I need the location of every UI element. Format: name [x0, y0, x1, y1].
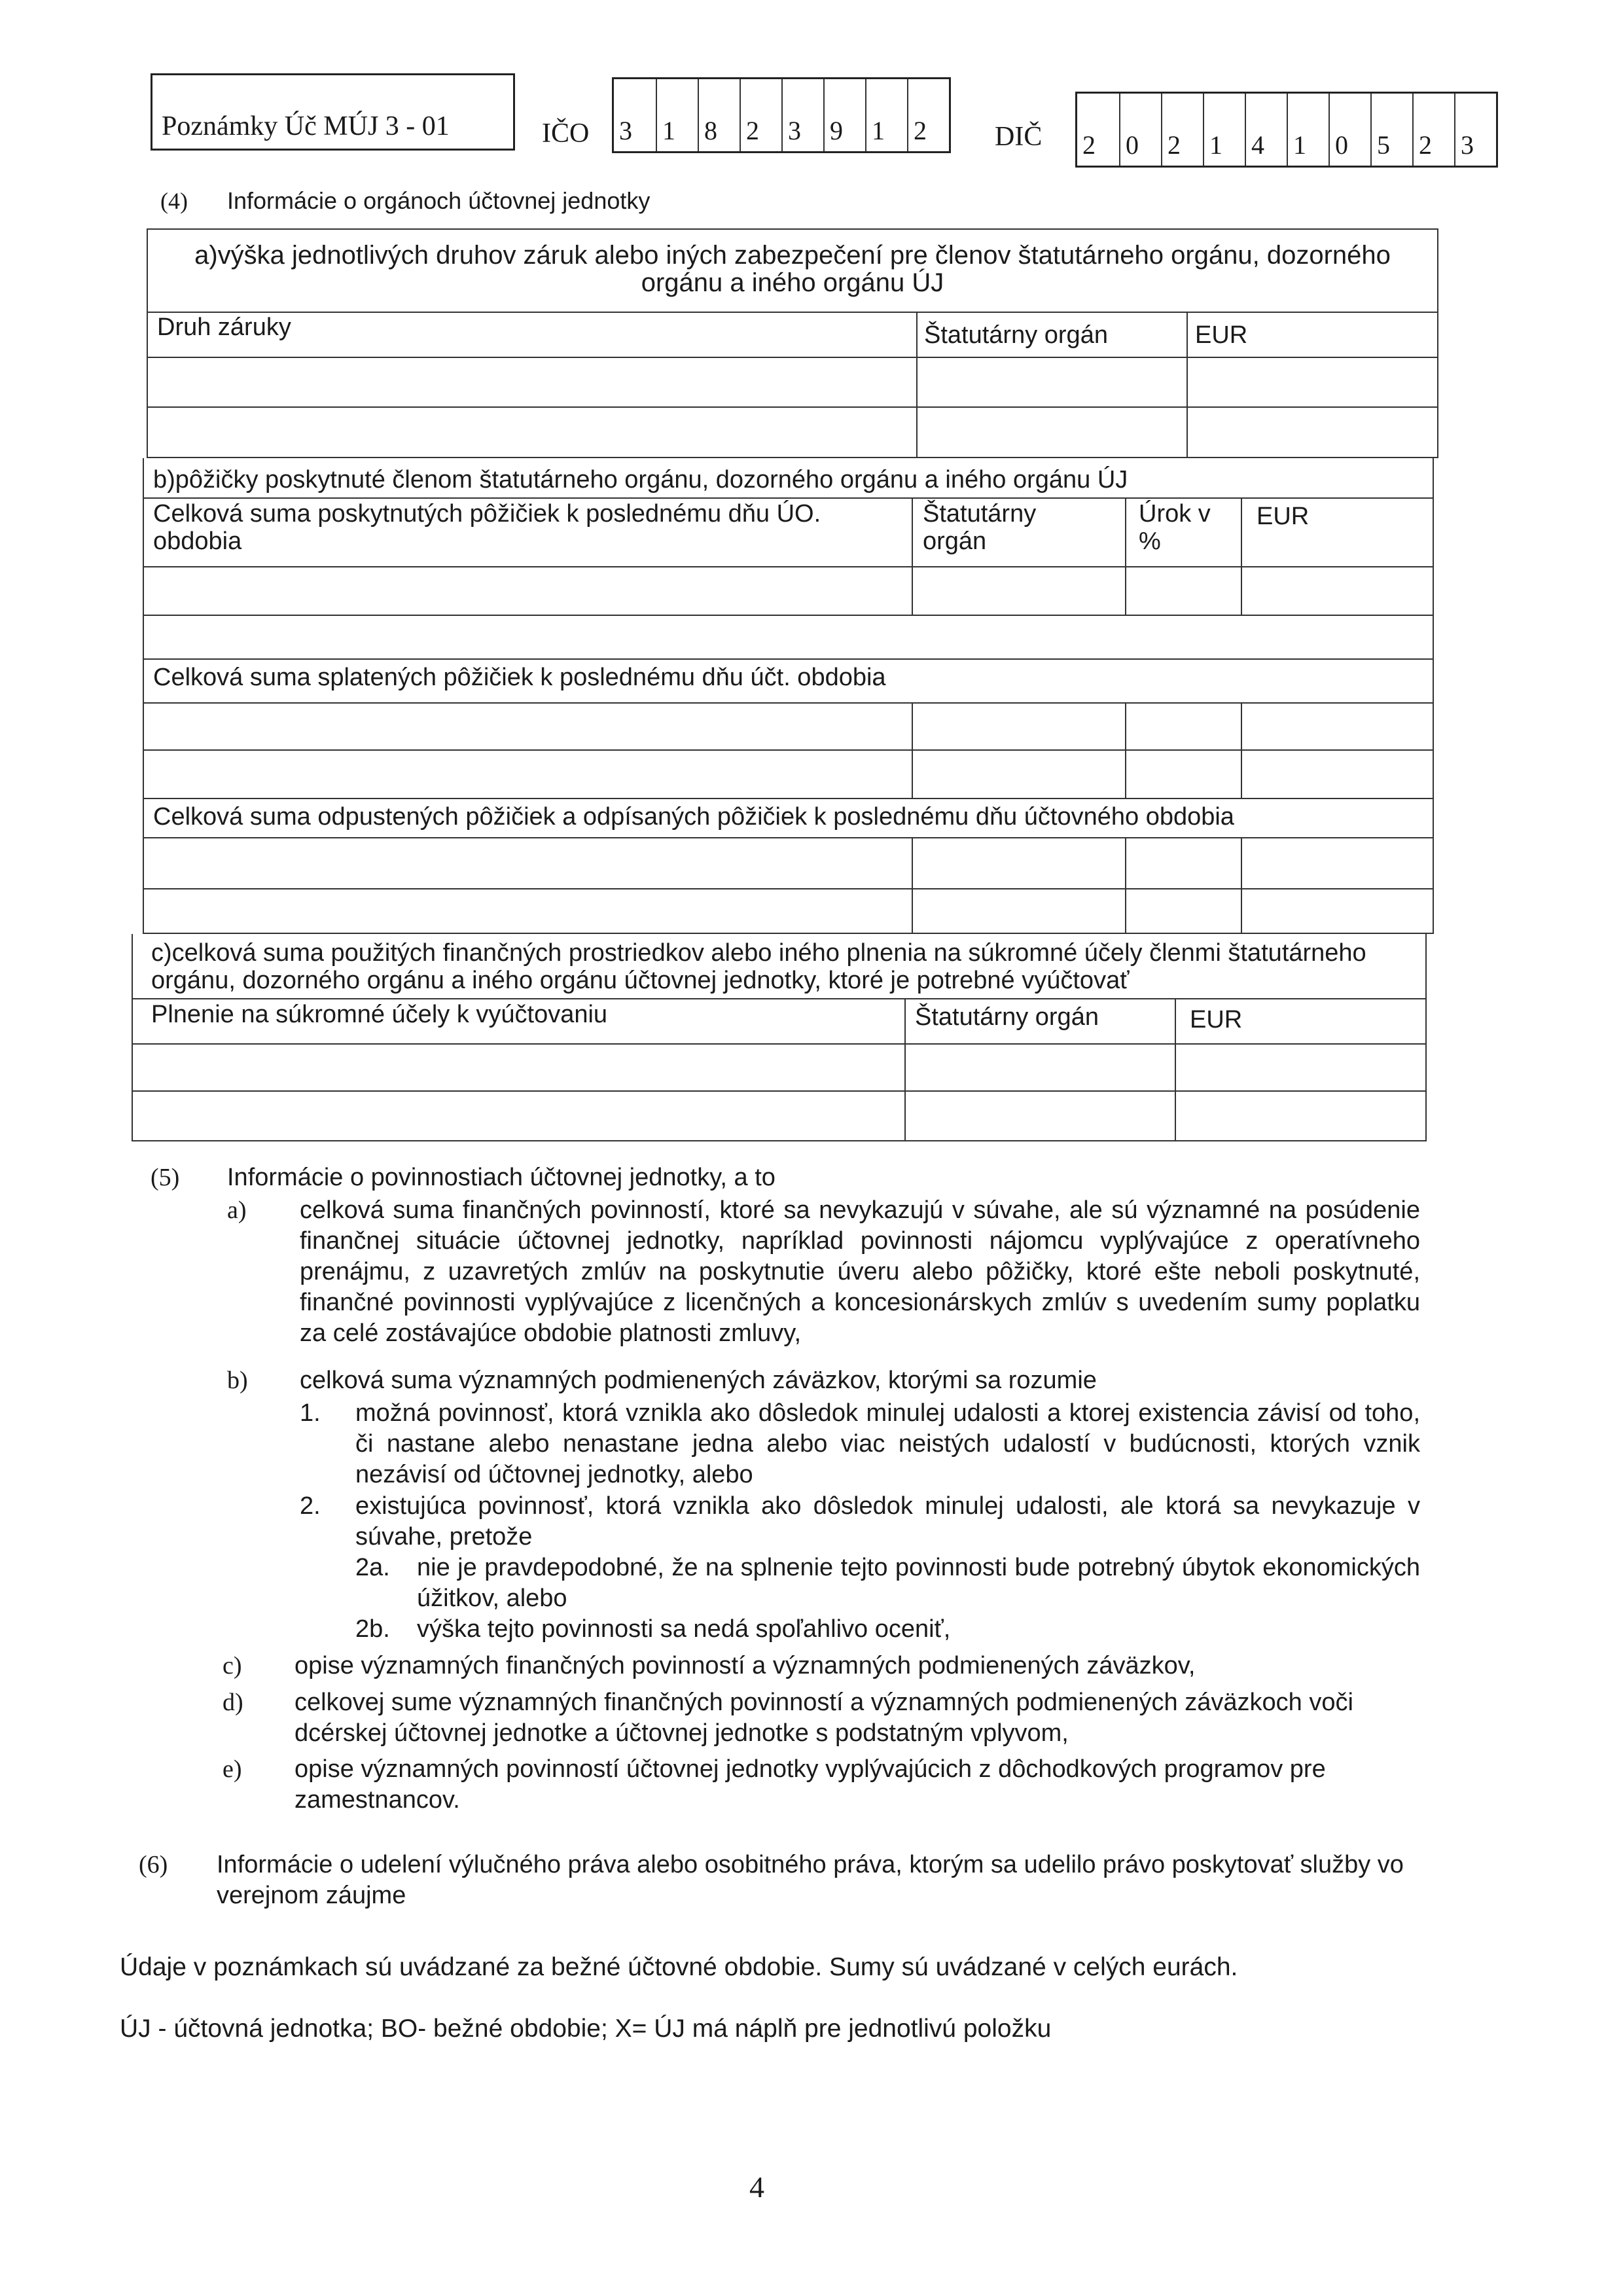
col-guarantee-type: Druh záruky [157, 314, 291, 341]
digit-cell: 3 [1454, 94, 1496, 166]
col-statutory-body: Štatutárny orgán [924, 321, 1108, 349]
section4-number: (4) [160, 188, 188, 214]
footer-note-1: Údaje v poznámkach sú uvádzané za bežné účtovné obdobie. Sumy sú uvádzané v celých eurách. [120, 1953, 1238, 1981]
footer-note-2: ÚJ - účtovná jednotka; BO- bežné obdobie; X= ÚJ má náplň pre jednotlivú položku [120, 2015, 1052, 2043]
section5-item-b2: existujúca povinnosť, ktorá vznikla ako dôsledok minulej udalosti, ale ktorá sa nevykazuje v súvahe, pretože [355, 1492, 1420, 1551]
col-statutory-body: Štatutárny orgán [923, 500, 1037, 555]
page-number: 4 [749, 2170, 764, 2204]
row-forgiven-loans: Celková suma odpustených pôžičiek a odpísaných pôžičiek k poslednému dňu účtovného obdobia [153, 803, 1234, 831]
digit-cell: 4 [1245, 94, 1287, 166]
col-statutory-body: Štatutárny orgán [915, 1003, 1099, 1031]
digit-cell: 0 [1329, 94, 1370, 166]
ico-digits [612, 77, 951, 153]
item-label: e) [223, 1755, 242, 1783]
item-label: a) [227, 1196, 247, 1224]
section5-item-b2a: nie je pravdepodobné, že na splnenie tejto povinnosti bude potrebný úbytok ekonomických úžitkov, alebo [417, 1554, 1420, 1612]
form-label: Poznámky Úč MÚJ 3 - 01 [151, 73, 515, 151]
dic-digits [1075, 92, 1498, 168]
section5-item-c: opise významných finančných povinností a významných podmienených záväzkov, [294, 1652, 1196, 1679]
section6-text: Informácie o udelení výlučného práva alebo osobitného práva, ktorým sa udelilo právo poskytovať služby vo verejnom záujme [217, 1851, 1404, 1909]
table-loans [143, 458, 1434, 934]
section5-item-b2b: výška tejto povinnosti sa nedá spoľahlivo oceniť, [417, 1615, 951, 1643]
digit-cell: 2 [1412, 94, 1454, 166]
digit-cell: 0 [1119, 94, 1161, 166]
col-private-use: Plnenie na súkromné účely k vyúčtovaniu [151, 1001, 608, 1028]
digit-cell: 8 [698, 79, 740, 151]
item-label: c) [223, 1652, 242, 1679]
digit-cell: 2 [1161, 94, 1203, 166]
section5-item-b1: možná povinnosť, ktorá vznikla ako dôsledok minulej udalosti a ktorej existencia závisí od toho, či nastane alebo nenastane jedna alebo viac neistých udalostí v budúcnosti, ktorých vznik nezávisí od účtovnej jednotky, alebo [355, 1399, 1420, 1488]
item-label: 2b. [355, 1615, 390, 1643]
table-b-title: b)pôžičky poskytnuté členom štatutárneho orgánu, dozorného orgánu a iného orgánu ÚJ [153, 466, 1128, 493]
section5-title: Informácie o povinnostiach účtovnej jednotky, a to [227, 1164, 776, 1191]
digit-cell: 5 [1370, 94, 1412, 166]
digit-cell: 1 [1203, 94, 1245, 166]
col-eur: EUR [1257, 503, 1310, 530]
digit-cell: 9 [823, 79, 865, 151]
row-repaid-loans: Celková suma splatených pôžičiek k poslednému dňu účt. obdobia [153, 664, 886, 691]
digit-cell: 2 [1082, 130, 1096, 160]
digit-cell: 1 [656, 79, 698, 151]
item-label: b) [227, 1367, 248, 1394]
item-label: 2. [300, 1492, 321, 1520]
digit-cell: 3 [619, 116, 632, 145]
item-label: d) [223, 1689, 243, 1716]
section5-item-d: celkovej sume významných finančných povinností a významných podmienených záväzkoch voči dcérskej účtovnej jednotke a účtovnej jednotke s podstatným vplyvom, [294, 1689, 1353, 1747]
col-eur: EUR [1190, 1006, 1243, 1033]
digit-cell: 2 [740, 79, 781, 151]
ico-label: IČO [542, 118, 590, 149]
section5-item-a: celková suma finančných povinností, ktoré sa nevykazujú v súvahe, ale sú významné na posúdenie finančnej situácie účtovnej jednotky, napríklad povinnosti nájomcu vyplývajúce z operatívneho prenájmu, z uzavretých zmlúv na poskytnutie úveru alebo pôžičky, ktoré ešte neboli poskytnuté, finančné povinnosti vyplývajúce z licenčných a koncesionárskych zmlúv s uvedením sumy poplatku za celé zostávajúce obdobie platnosti zmluvy, [300, 1196, 1420, 1347]
section5-number: (5) [151, 1164, 180, 1191]
section4-title: Informácie o orgánoch účtovnej jednotky [226, 187, 651, 214]
digit-cell: 1 [865, 79, 907, 151]
col-interest: Úrok v % [1139, 500, 1211, 555]
item-label: 2a. [355, 1554, 390, 1581]
table-guarantees [147, 228, 1438, 458]
col-loans-total: Celková suma poskytnutých pôžičiek k poslednému dňu ÚO. obdobia [153, 500, 821, 555]
digit-cell: 2 [907, 79, 949, 151]
table-c-title: c)celková suma použitých finančných prostriedkov alebo iného plnenia na súkromné účely členmi štatutárneho orgánu, dozorného orgánu a iného orgánu účtovnej jednotky, ktoré je potrebné vyúčtovať [151, 939, 1366, 994]
section5-item-e: opise významných povinností účtovnej jednotky vyplývajúcich z dôchodkových programov pre zamestnancov. [294, 1755, 1326, 1814]
section6-number: (6) [139, 1851, 168, 1878]
digit-cell: 1 [1287, 94, 1329, 166]
col-eur: EUR [1195, 321, 1248, 349]
table-a-title: a)výška jednotlivých druhov záruk alebo iných zabezpečení pre členov štatutárneho orgánu, dozorného orgánu a iného orgánu ÚJ [194, 241, 1391, 297]
item-label: 1. [300, 1399, 321, 1427]
section5-item-b: celková suma významných podmienených záväzkov, ktorými sa rozumie [300, 1367, 1097, 1394]
digit-cell: 3 [781, 79, 823, 151]
dic-label: DIČ [995, 122, 1043, 152]
table-private-use [132, 934, 1427, 1141]
